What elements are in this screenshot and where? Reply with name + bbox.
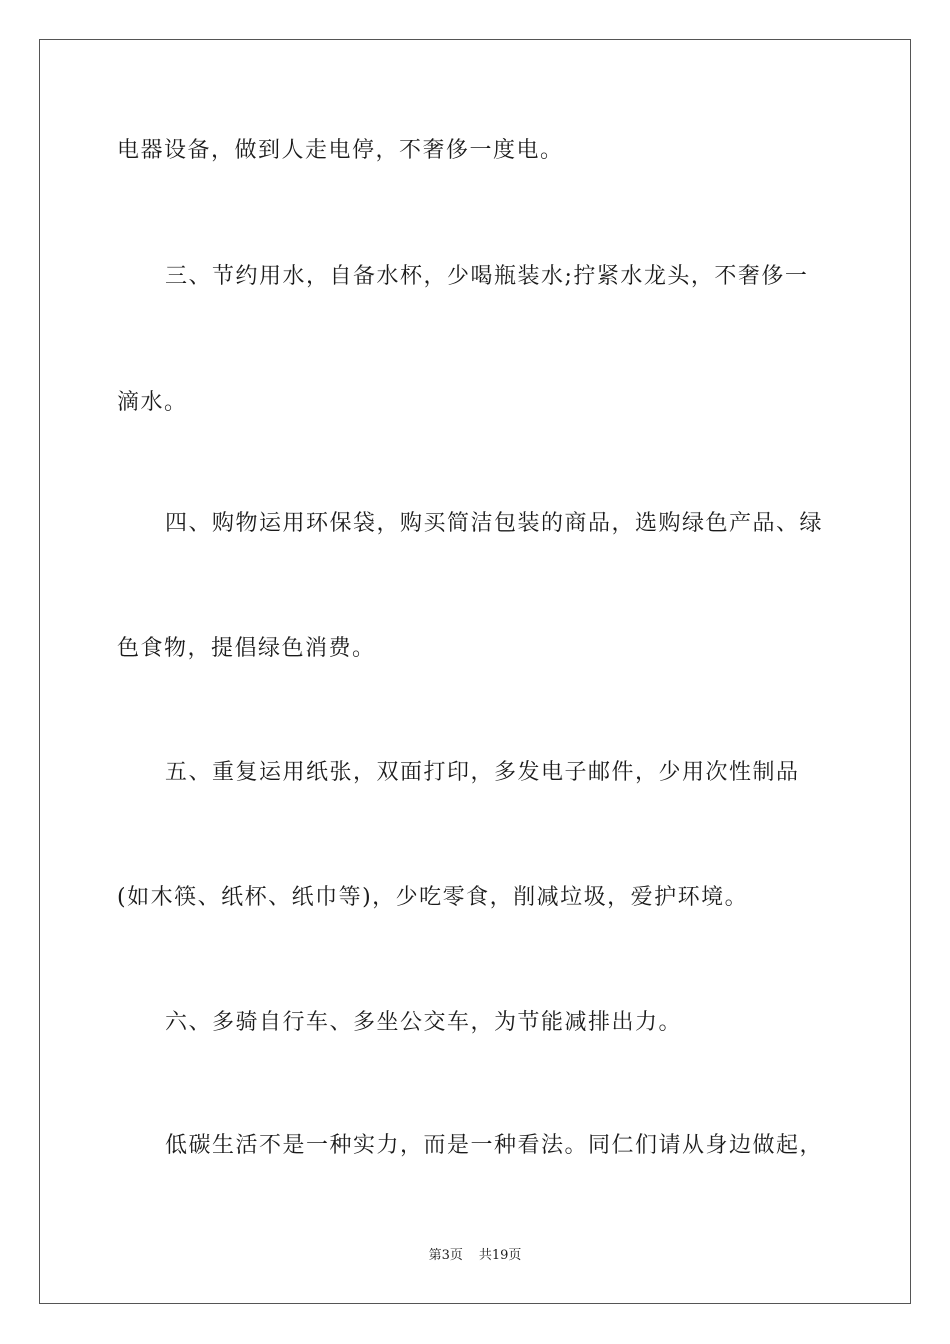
paragraph-line: 滴水。 bbox=[117, 390, 188, 415]
page-total: 共19页 bbox=[478, 1248, 522, 1263]
paragraph-line: 低碳生活不是一种实力，而是一种看法。同仁们请从身边做起， bbox=[165, 1133, 824, 1158]
paragraph-line: 电器设备，做到人走电停，不奢侈一度电。 bbox=[117, 138, 564, 163]
paragraph-line: 四、购物运用环保袋，购买简洁包装的商品，选购绿色产品、绿 bbox=[165, 511, 824, 536]
paragraph-line: 色食物，提倡绿色消费。 bbox=[117, 636, 376, 661]
paragraph-line: (如木筷、纸杯、纸巾等)，少吃零食，削减垃圾，爱护环境。 bbox=[117, 885, 749, 910]
paragraph-line: 三、节约用水，自备水杯，少喝瓶装水;拧紧水龙头，不奢侈一 bbox=[165, 264, 809, 289]
page-number: 第3页 bbox=[428, 1248, 463, 1263]
paragraph-line: 五、重复运用纸张，双面打印，多发电子邮件，少用次性制品 bbox=[165, 760, 800, 785]
page-footer bbox=[0, 1247, 950, 1265]
paragraph-line: 六、多骑自行车、多坐公交车，为节能减排出力。 bbox=[165, 1010, 683, 1035]
page-border bbox=[39, 39, 911, 1304]
